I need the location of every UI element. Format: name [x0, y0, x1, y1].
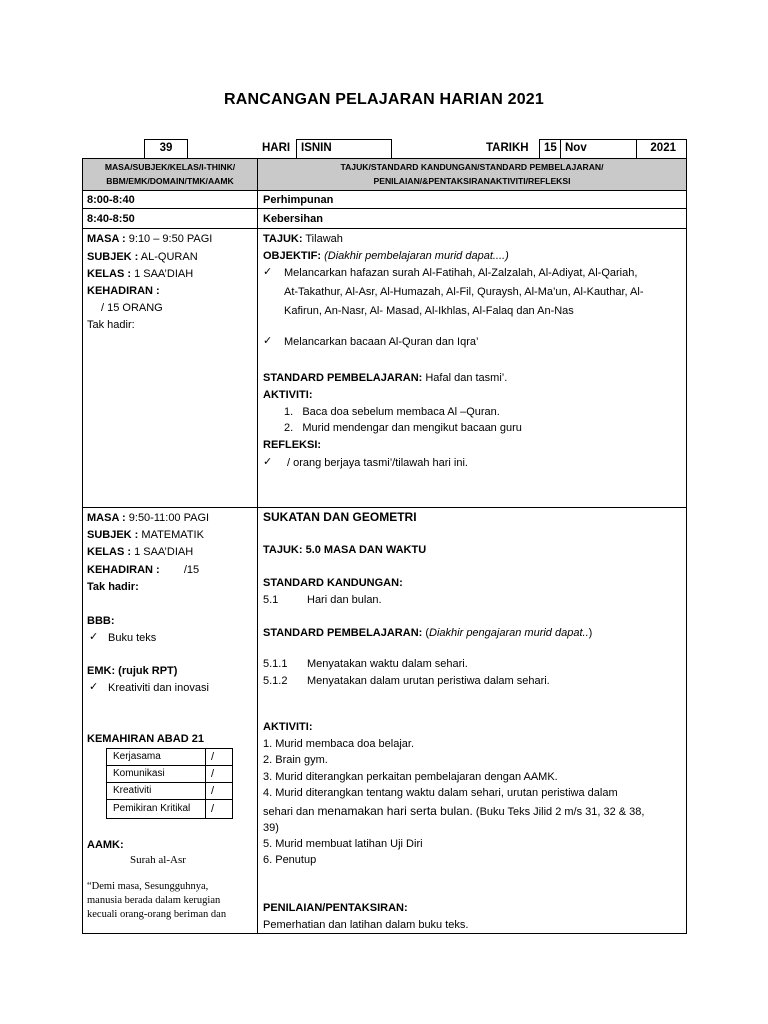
- month-cell: [560, 139, 637, 159]
- l2-aktiviti-2: 2. Brain gym.: [263, 754, 328, 766]
- l2-subjek: SUBJEK : MATEMATIK: [87, 529, 204, 541]
- check-icon: ✓: [263, 335, 273, 347]
- l2-aamk-quote-2: manusia berada dalam kerugian: [87, 895, 221, 906]
- l2-kemahiran-label: KEMAHIRAN ABAD 21: [87, 733, 204, 745]
- l1-objektif-2: Melancarkan bacaan Al-Quran dan Iqra’: [284, 336, 479, 348]
- l2-sk-num: 5.1: [263, 594, 279, 606]
- l2-tak-hadir: Tak hadir:: [87, 581, 139, 593]
- l2-masa: MASA : 9:50-11:00 PAGI: [87, 512, 210, 524]
- tarikh-label: TARIKH: [486, 142, 529, 154]
- l2-aktiviti-4a: 4. Murid diterangkan tentang waktu dalam sehari, urutan peristiwa dalam: [263, 787, 618, 799]
- check-icon: ✓: [89, 681, 99, 693]
- l1-refleksi-label: REFLEKSI:: [263, 439, 322, 451]
- l1-aktiviti-1: 1. Baca doa sebelum membaca Al –Quran.: [284, 406, 500, 418]
- skill-mark: /: [205, 748, 233, 766]
- l1-tajuk: TAJUK: Tilawah: [263, 233, 343, 245]
- l2-sk-label: STANDARD KANDUNGAN:: [263, 577, 403, 589]
- skill-mark: /: [205, 782, 233, 800]
- l1-kelas: KELAS : 1 SAA’DIAH: [87, 268, 194, 280]
- l2-aktiviti-1: 1. Murid membaca doa belajar.: [263, 738, 415, 750]
- l1-standard-pembelajaran: STANDARD PEMBELAJARAN: Hafal dan tasmi’.: [263, 372, 508, 384]
- l1-objektif-1c: Kafirun, An-Nasr, Al- Masad, Al-Ikhlas, Al-Falaq dan An-Nas: [284, 305, 574, 317]
- l2-sp-1-text: Menyatakan waktu dalam sehari.: [307, 658, 468, 670]
- l2-standard-pembelajaran: STANDARD PEMBELAJARAN: (Diakhir pengajaran murid dapat..): [263, 627, 593, 639]
- row-time-2: 8:40-8:50: [87, 213, 135, 225]
- l2-aktiviti-3: 3. Murid diterangkan perkaitan pembelajaran dengan AAMK.: [263, 771, 558, 783]
- day-value: 15: [544, 142, 557, 154]
- l2-aktiviti-6: 6. Penutup: [263, 854, 317, 866]
- l2-kelas: KELAS : 1 SAA’DIAH: [87, 546, 194, 558]
- skill-mark: /: [205, 765, 233, 783]
- l2-bbb-label: BBB:: [87, 615, 115, 627]
- check-icon: ✓: [263, 266, 273, 278]
- year-cell: [636, 139, 687, 159]
- l1-objektif-1b: At-Takathur, Al-Asr, Al-Humazah, Al-Fil, Quraysh, Al-Ma’un, Al-Kauthar, Al-: [284, 286, 644, 298]
- l2-tajuk: TAJUK: 5.0 MASA DAN WAKTU: [263, 544, 427, 556]
- hari-value: ISNIN: [301, 142, 332, 154]
- l1-refleksi-value: / orang berjaya tasmi’/tilawah hari ini.: [287, 457, 468, 469]
- week-cell: [144, 139, 188, 159]
- l1-objektif: OBJEKTIF: (Diakhir pembelajaran murid dapat....): [263, 250, 509, 262]
- year-value: 2021: [650, 142, 676, 154]
- table-header-right: TAJUK/STANDARD KANDUNGAN/STANDARD PEMBELAJARAN/ PENILAIAN/&PENTAKSIRANAKTIVITI/REFLEKSI: [340, 162, 604, 186]
- l1-kehadiran-label: KEHADIRAN :: [87, 285, 160, 297]
- l2-aktiviti-5: 5. Murid membuat latihan Uji Diri: [263, 838, 423, 850]
- l1-subjek: SUBJEK : AL-QURAN: [87, 251, 198, 263]
- l2-penilaian-label: PENILAIAN/PENTAKSIRAN:: [263, 902, 408, 914]
- skill-name: Kreativiti: [106, 782, 206, 800]
- l2-sp-1-num: 5.1.1: [263, 658, 288, 670]
- check-icon: ✓: [263, 456, 273, 468]
- check-icon: ✓: [89, 631, 99, 643]
- l2-aamk-surah: Surah al-Asr: [130, 854, 186, 866]
- l1-masa: MASA : 9:10 – 9:50 PAGI: [87, 233, 213, 245]
- skill-name: Pemikiran Kritikal: [106, 799, 206, 819]
- skill-name: Kerjasama: [106, 748, 206, 766]
- l2-penilaian-value: Pemerhatian dan latihan dalam buku teks.: [263, 919, 469, 931]
- hari-label: HARI: [262, 142, 291, 154]
- l2-aamk-quote-1: “Demi masa, Sesungguhnya,: [87, 881, 209, 892]
- l2-aktiviti-4b: sehari dan menamakan hari serta bulan. (Buku Teks Jilid 2 m/s 31, 32 & 38,: [263, 804, 645, 818]
- l2-sp-2-text: Menyatakan dalam urutan peristiwa dalam sehari.: [307, 675, 550, 687]
- skill-mark: /: [205, 799, 233, 819]
- week-number: 39: [159, 142, 173, 154]
- l2-emk-label: EMK: (rujuk RPT): [87, 665, 178, 677]
- l1-objektif-1a: Melancarkan hafazan surah Al-Fatihah, Al-Zalzalah, Al-Adiyat, Al-Qariah,: [284, 267, 638, 279]
- row-activity-1: Perhimpunan: [263, 194, 334, 206]
- l2-sp-2-num: 5.1.2: [263, 675, 288, 687]
- l1-kehadiran-value: / 15 ORANG: [101, 302, 163, 314]
- page-title: RANCANGAN PELAJARAN HARIAN 2021: [223, 91, 545, 108]
- l1-aktiviti-2: 2. Murid mendengar dan mengikut bacaan guru: [284, 422, 522, 434]
- day-cell: [539, 139, 561, 159]
- row-activity-2: Kebersihan: [263, 213, 323, 225]
- l2-aamk-label: AAMK:: [87, 839, 124, 851]
- month-value: Nov: [565, 142, 587, 154]
- l2-emk-item: Kreativiti dan inovasi: [108, 682, 209, 694]
- skill-name: Komunikasi: [106, 765, 206, 783]
- l2-aktiviti-4c: 39): [263, 822, 279, 834]
- l2-topic: SUKATAN DAN GEOMETRI: [263, 510, 417, 524]
- hari-cell: [296, 139, 392, 159]
- l2-bbb-item: Buku teks: [108, 632, 157, 644]
- l1-aktiviti-label: AKTIVITI:: [263, 389, 313, 401]
- table-header-left: MASA/SUBJEK/KELAS/I-THINK/ BBM/EMK/DOMAIN/TMK/AAMK: [104, 162, 236, 186]
- l2-sk-text: Hari dan bulan.: [307, 594, 382, 606]
- l2-aamk-quote-3: kecuali orang-orang beriman dan: [87, 909, 227, 920]
- l2-aktiviti-label: AKTIVITI:: [263, 721, 313, 733]
- l2-kehadiran: KEHADIRAN : /15: [87, 564, 200, 576]
- l1-tak-hadir: Tak hadir:: [87, 319, 135, 331]
- row-time-1: 8:00-8:40: [87, 194, 135, 206]
